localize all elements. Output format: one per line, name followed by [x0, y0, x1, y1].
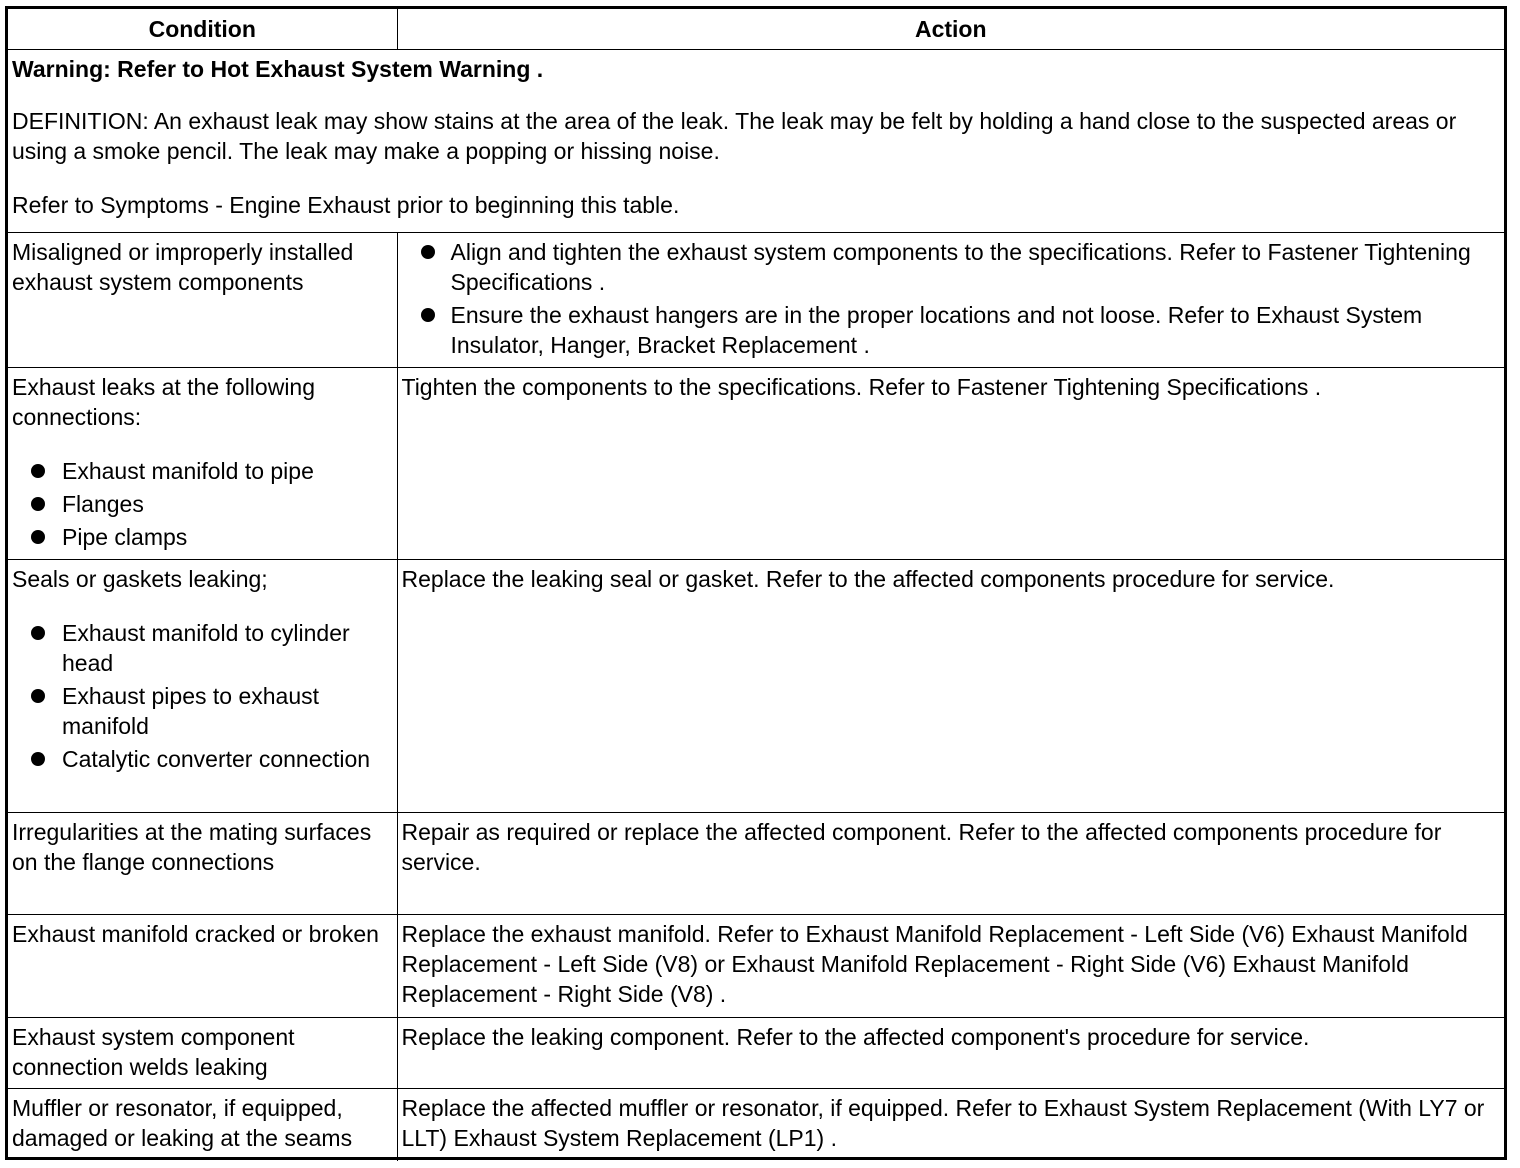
action-list [402, 237, 1501, 360]
condition-list [12, 456, 393, 552]
list-item [402, 237, 1501, 297]
list-item [12, 618, 393, 678]
condition-cell [8, 233, 397, 368]
diagnostic-table [8, 9, 1504, 1161]
table-row [8, 813, 1504, 915]
action-cell: Replace the leaking seal or gasket. Refer to the affected components procedure for service. [397, 560, 1504, 813]
diagnostic-table-frame [5, 6, 1507, 1160]
condition-cell: Exhaust manifold cracked or broken [8, 915, 397, 1018]
condition-cell: Irregularities at the mating surfaces on the flange connections [8, 813, 397, 915]
condition-item-text: Flanges [62, 491, 144, 517]
definition-text: DEFINITION: An exhaust leak may show stains at the area of the leak. The leak may be felt by holding a hand close to the suspected areas or using a smoke pencil. The leak may make a popping or hissing noise. [12, 108, 1457, 164]
table-row [8, 915, 1504, 1018]
warning-text: Warning: Refer to Hot Exhaust System Warning . [12, 56, 544, 82]
list-item [12, 456, 393, 486]
bullet-icon [31, 626, 45, 640]
list-item [12, 681, 393, 741]
bullet-icon [421, 308, 435, 322]
bullet-icon [31, 464, 45, 478]
action-cell: Tighten the components to the specifications. Refer to Fastener Tightening Specifications . [397, 368, 1504, 560]
condition-item-text: Pipe clamps [62, 524, 188, 550]
action-cell [397, 233, 1504, 368]
condition-cell: Exhaust system component connection welds leaking [8, 1018, 397, 1089]
condition-text: Seals or gaskets leaking; [12, 566, 268, 592]
header-action: Action [397, 9, 1504, 50]
list-item [12, 522, 393, 552]
condition-text: Exhaust leaks at the following connections: [12, 374, 316, 430]
condition-item-text: Catalytic converter connection [62, 746, 371, 772]
action-cell: Replace the affected muffler or resonator, if equipped. Refer to Exhaust System Replacement (With LY7 or LLT) Exhaust System Replacement (LP1) . [397, 1089, 1504, 1161]
table-row [8, 1089, 1504, 1161]
action-cell: Repair as required or replace the affected component. Refer to the affected components procedure for service. [397, 813, 1504, 915]
table-header-row [8, 9, 1504, 50]
action-cell: Replace the exhaust manifold. Refer to Exhaust Manifold Replacement - Left Side (V6) Exhaust Manifold Replacement - Left Side (V8) or Exhaust Manifold Replacement - Right Side (V6) Exhaust Manifold Replacement - Right Side (V8) . [397, 915, 1504, 1018]
intro-cell [8, 50, 1504, 233]
bullet-icon [31, 752, 45, 766]
list-item [12, 744, 393, 774]
header-condition: Condition [8, 9, 397, 50]
action-item-text: Ensure the exhaust hangers are in the proper locations and not loose. Refer to Exhaust System Insulator, Hanger, Bracket Replacement . [450, 302, 1423, 358]
list-item [12, 489, 393, 519]
intro-row [8, 50, 1504, 233]
action-item-text: Align and tighten the exhaust system components to the specifications. Refer to Fastener Tightening Specifications . [450, 239, 1471, 295]
condition-cell [8, 368, 397, 560]
list-item [402, 300, 1501, 360]
condition-list [12, 618, 393, 774]
table-row [8, 560, 1504, 813]
refer-text: Refer to Symptoms - Engine Exhaust prior to beginning this table. [12, 192, 680, 218]
condition-item-text: Exhaust manifold to pipe [62, 458, 314, 484]
condition-text: Misaligned or improperly installed exhaust system components [12, 239, 354, 295]
table-row [8, 1018, 1504, 1089]
action-cell: Replace the leaking component. Refer to the affected component's procedure for service. [397, 1018, 1504, 1089]
bullet-icon [31, 530, 45, 544]
table-row [8, 368, 1504, 560]
condition-cell [8, 560, 397, 813]
bullet-icon [31, 689, 45, 703]
condition-cell: Muffler or resonator, if equipped, damaged or leaking at the seams [8, 1089, 397, 1161]
condition-item-text: Exhaust manifold to cylinder head [62, 620, 350, 676]
bullet-icon [421, 245, 435, 259]
bullet-icon [31, 497, 45, 511]
table-row [8, 233, 1504, 368]
condition-item-text: Exhaust pipes to exhaust manifold [62, 683, 319, 739]
